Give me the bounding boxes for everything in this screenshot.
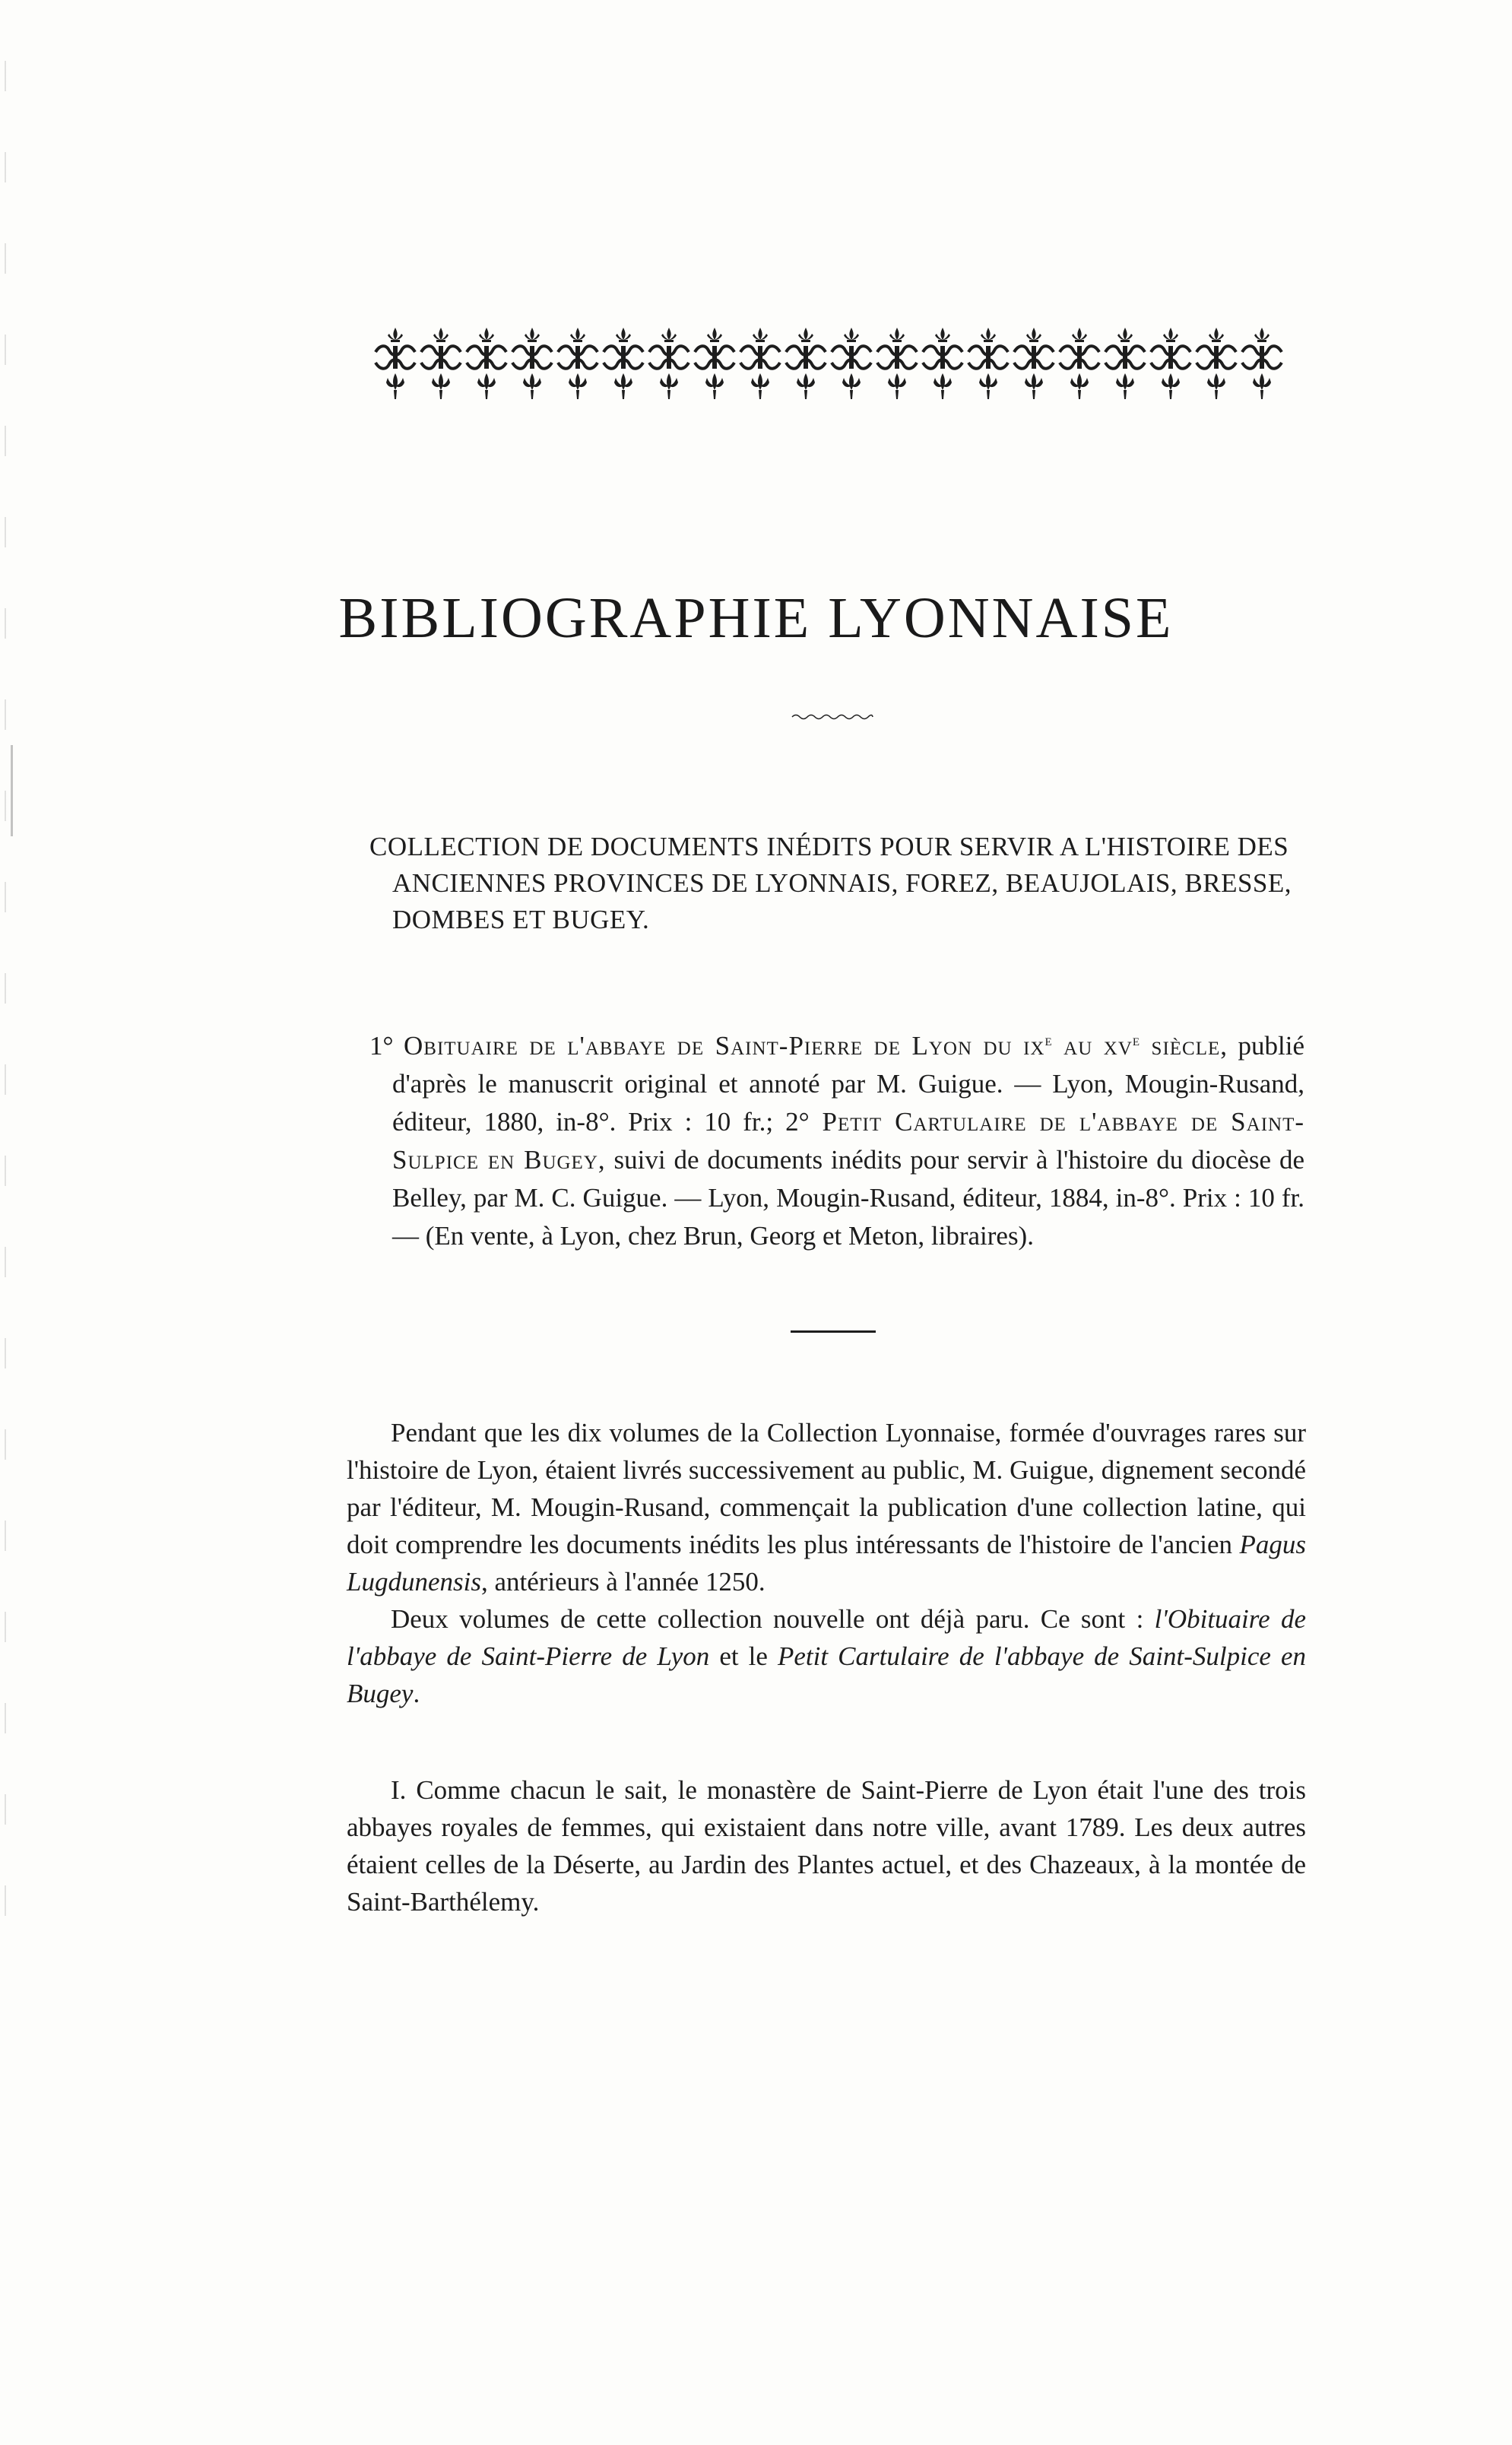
title-ornamental-rule — [791, 713, 874, 721]
entry-number-2: 2° — [785, 1107, 810, 1137]
collection-heading: COLLECTION DE DOCUMENTS INÉDITS POUR SERVIR A L'HISTOIRE DES ANCIENNES PROVINCES DE LYONNAIS, FOREZ, BEAUJOLAIS, BRESSE, DOMBES ET BUGEY. — [369, 832, 1292, 934]
fleuron-ornament-band — [372, 316, 1300, 414]
entry-title-1: Obituaire de l'abbaye de Saint-Pierre de Lyon du $ix^e$ au $xv^e$ siècle, — [404, 1030, 1228, 1061]
entry-details-1: publié d'après le manuscrit original et annoté par M. Guigue. — Lyon, Mougin-Rusand, éditeur, 1880, in-8°. Prix : 10 fr.; — [392, 1031, 1305, 1137]
entry-number-1: 1° — [369, 1031, 394, 1061]
scan-edge-mark — [11, 745, 13, 836]
page-title: BIBLIOGRAPHIE LYONNAISE — [338, 586, 1174, 650]
section-divider — [791, 1330, 876, 1333]
entry-details-2: suivi de documents inédits pour servir à l'histoire du diocèse de Belley, par M. C. Guigue. — Lyon, Mougin-Rusand, éditeur, 1884, in-8°. Prix : 10 fr. — (En vente, à Lyon, chez Brun, Georg et Meton, libraires). — [392, 1145, 1304, 1251]
paragraph-3: I. Comme chacun le sait, le monastère de Saint-Pierre de Lyon était l'une des trois abbayes royales de femmes, qui existaient dans notre ville, avant 1789. Les deux autres étaient celles de la Déserte, au Jardin des Plantes actuel, et des Chazeaux, à la montée de Saint-Barthélemy. — [347, 1775, 1306, 1917]
paragraph-1: Pendant que les dix volumes de la Collection Lyonnaise, formée d'ouvrages rares sur l'histoire de Lyon, étaient livrés successivement au public, M. Guigue, dignement secondé par l'éditeur, M. Mougin-Rusand, commençait la publication d'une collection latine, qui doit comprendre les documents inédits les plus intéressants de l'histoire de l'ancien Pagus Lugdunensis, antérieurs à l'année 1250. — [347, 1418, 1306, 1597]
bibliographic-entry — [369, 1021, 1304, 1255]
paragraph-2: Deux volumes de cette collection nouvelle ont déjà paru. Ce sont : l'Obituaire de l'abbaye de Saint-Pierre de Lyon et le Petit Cartulaire de l'abbaye de Saint-Sulpice en Bugey. — [347, 1604, 1306, 1708]
scan-edge-mark — [5, 61, 6, 1961]
entry-title-2: Petit Cartulaire de l'abbaye de Saint-Sulpice en Bugey, — [392, 1107, 1305, 1175]
